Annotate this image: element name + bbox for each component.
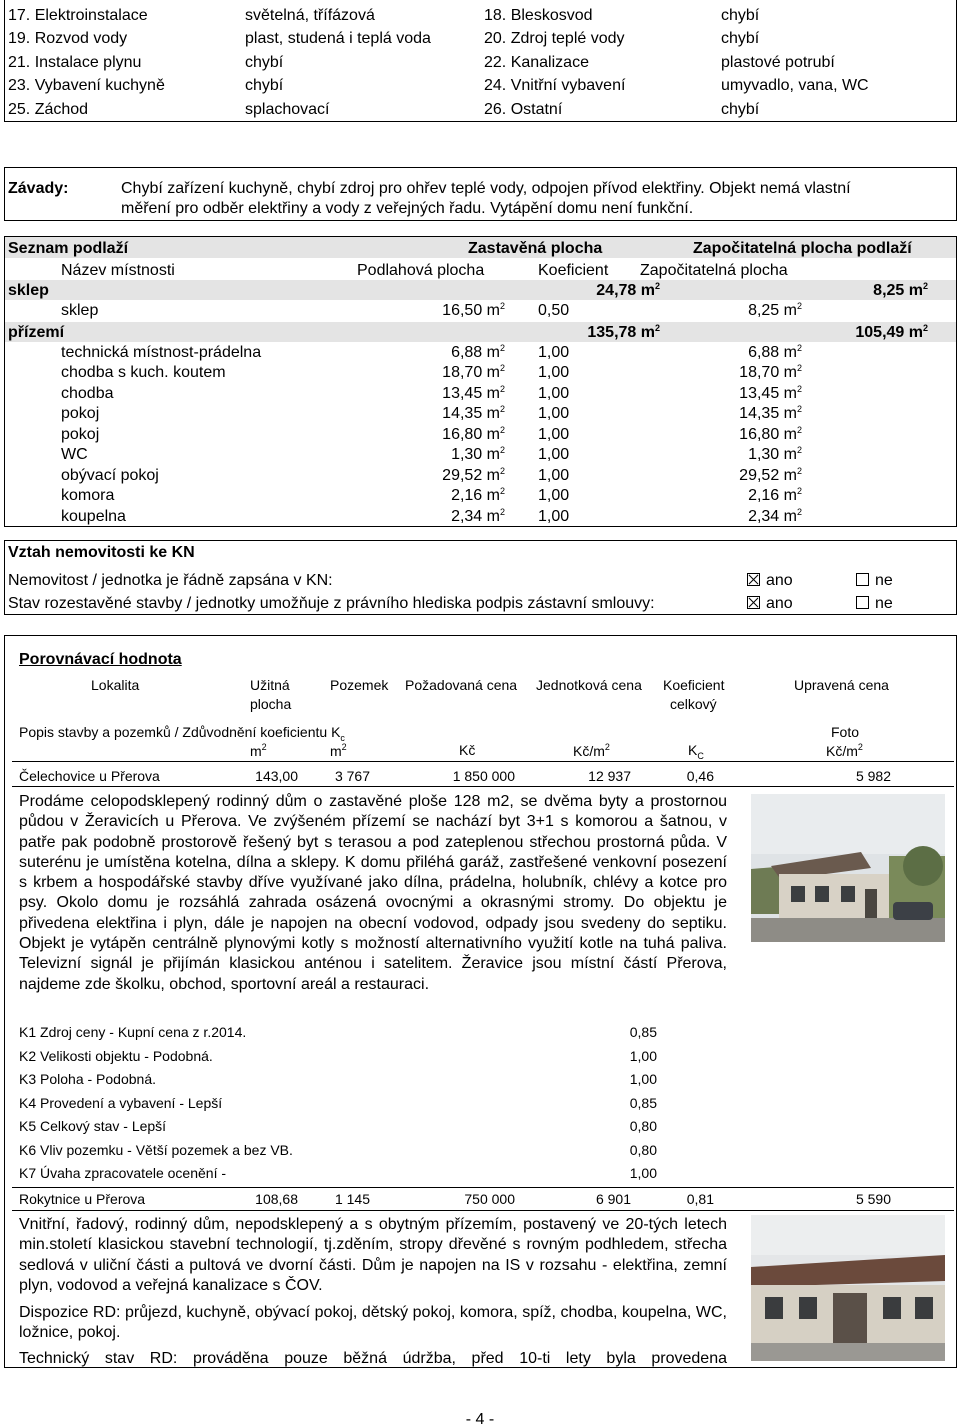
room-floor-area	[400, 384, 505, 403]
room-floor-area	[400, 301, 505, 320]
coefficient-value: 1,00	[629, 1165, 657, 1181]
room-name: pokoj	[61, 425, 100, 443]
equipment-right-label: 26. Ostatní	[484, 100, 563, 118]
floors-sub-counted: Započitatelná plocha	[640, 262, 788, 279]
equipment-left-value: plast, studená i teplá voda	[245, 30, 431, 48]
q2-yes-checkbox[interactable]	[747, 596, 760, 609]
room-floor-area	[400, 404, 505, 423]
room-name: WC	[61, 446, 88, 463]
house-photo-1-image	[751, 794, 945, 942]
room-counted-area	[690, 301, 802, 320]
coefficient-label: K1 Zdroj ceny - Kupní cena z r.2014.	[19, 1024, 247, 1040]
unit-adjusted	[826, 742, 863, 760]
entry-2-coef: 0,81	[686, 1191, 714, 1207]
equipment-right-value: chybí	[721, 30, 760, 48]
entry-1-photo	[751, 794, 945, 942]
q2-no-label: ne	[875, 595, 893, 612]
floor-section-countable-value-text: 105,49 m	[855, 323, 923, 341]
hdr-coef-1: Koeficient	[663, 677, 725, 693]
unit-usable	[250, 742, 267, 760]
coefficient-label: K3 Poloha - Podobná.	[19, 1071, 156, 1087]
hdr-usable-1: Užitná	[250, 677, 290, 693]
comparison-title: Porovnávací hodnota	[19, 651, 182, 668]
room-name: sklep	[61, 302, 99, 319]
room-counted-area-value-text: 29,52 m	[739, 466, 797, 484]
room-counted-area-value-exp: 2	[796, 404, 802, 414]
room-floor-area-value-text: 2,34 m	[451, 507, 500, 525]
relation-title: Vztah nemovitosti ke KN	[8, 544, 195, 561]
floor-section-built-value-text: 135,78 m	[587, 323, 655, 341]
defects-line-2: měření pro odběr elektřiny a vody z veřejných řadu. Vytápění domu není funkční.	[121, 200, 694, 217]
equipment-right-label: 22. Kanalizace	[484, 53, 589, 71]
entry-2-unit-price: 6 901	[595, 1191, 631, 1207]
room-counted-area	[690, 363, 802, 382]
floor-section-name: přízemí	[8, 323, 65, 341]
room-counted-area	[690, 384, 802, 403]
page-number: - 4 -	[465, 1411, 495, 1426]
room-coef: 1,00	[538, 446, 570, 463]
room-floor-area-value-text: 2,16 m	[451, 487, 500, 504]
coefficient-label: K2 Velikosti objektu - Podobná.	[19, 1047, 213, 1064]
coefficient-value: 1,00	[629, 1071, 657, 1087]
q1-yes-label: ano	[766, 572, 793, 589]
room-floor-area	[400, 343, 505, 362]
hdr-description-sub: c	[340, 732, 345, 743]
room-floor-area	[400, 486, 505, 505]
room-name: technická místnost-prádelna	[61, 343, 262, 361]
comparison-entry-2-rule	[12, 1210, 954, 1211]
entry-1-unit-price: 12 937	[588, 768, 631, 784]
q2-yes-label: ano	[766, 595, 793, 612]
hdr-locality: Lokalita	[91, 677, 140, 693]
q2-no-option[interactable]	[856, 594, 893, 613]
equipment-right-label: 24. Vnitřní vybavení	[484, 77, 626, 95]
equipment-left-label: 21. Instalace plynu	[8, 53, 142, 71]
room-name: obývací pokoj	[61, 466, 159, 484]
unit-adjusted-text: Kč/m	[826, 743, 858, 759]
comparison-entry-1-rule	[12, 786, 954, 787]
entry-2-description-3: Technický stav RD: prováděna pouze běžná údržba, před 10-ti lety byla provedena	[19, 1350, 727, 1367]
q1-no-label: ne	[875, 572, 893, 589]
floor-section-built-value-text: 24,78 m	[596, 282, 655, 299]
room-floor-area-value-exp: 2	[499, 404, 505, 414]
q2-yes-option[interactable]	[747, 594, 793, 613]
room-name: chodba s kuch. koutem	[61, 364, 226, 381]
entry-1-price: 1 850 000	[452, 768, 515, 784]
coefficient-label: K4 Provedení a vybavení - Lepší	[19, 1094, 223, 1111]
room-coef: 1,00	[538, 405, 570, 422]
hdr-price: Požadovaná cena	[405, 677, 518, 693]
entry-2-adjusted: 5 590	[855, 1191, 891, 1207]
floor-section-built	[520, 281, 660, 300]
room-coef: 1,00	[538, 343, 570, 361]
defects-label: Závady:	[8, 180, 69, 197]
floors-sub-name: Název místnosti	[61, 262, 175, 279]
room-floor-area-value-exp: 2	[499, 506, 505, 517]
floors-header-list: Seznam podlaží	[8, 240, 129, 257]
unit-coef-sub: C	[697, 750, 704, 761]
equipment-right-value: chybí	[721, 7, 760, 24]
hdr-coef-2: celkový	[670, 696, 717, 712]
entry-2-usable: 108,68	[255, 1191, 298, 1207]
equipment-right-value: umyvadlo, vana, WC	[721, 77, 869, 95]
floor-section-built-value-exp: 2	[654, 281, 660, 291]
hdr-land: Pozemek	[330, 677, 389, 693]
room-name: koupelna	[61, 507, 126, 525]
room-floor-area-value-text: 6,88 m	[451, 343, 500, 361]
room-counted-area-value-exp: 2	[796, 342, 802, 353]
room-name: komora	[61, 487, 115, 504]
comparison-entry-2-rule-top	[12, 1187, 954, 1188]
equipment-right-label: 20. Zdroj teplé vody	[484, 30, 625, 48]
floor-section-name: sklep	[8, 282, 49, 299]
unit-unit-price-text: Kč/m	[573, 743, 605, 759]
equipment-right-label: 18. Bleskosvod	[484, 7, 593, 24]
entry-1-land: 3 767	[334, 768, 370, 784]
equipment-left-value: chybí	[245, 53, 284, 71]
equipment-left-value: světelná, třífázová	[245, 7, 375, 24]
room-floor-area-value-exp: 2	[499, 445, 505, 455]
room-counted-area	[690, 445, 802, 464]
entry-2-description-1: Vnitřní, řadový, rodinný dům, nepodsklepený a s obytným přízemím, postavený ve 20-tých letech min.století klasickou stavební technologií, tj.zděním, stropy dřevěné s rovným podhledem, střecha sedlová v uliční části a pultová ve dvorní části. Dům je napojen na IS v rozsahu - elektřina, zemní plyn, vodovod a veřejná kanalizace s ČOV.	[19, 1216, 727, 1294]
equipment-left-label: 17. Elektroinstalace	[8, 7, 148, 24]
room-floor-area-value-text: 29,52 m	[442, 466, 500, 484]
floors-header-countable: Započitatelná plocha podlaží	[693, 240, 912, 257]
q1-no-option[interactable]	[856, 571, 893, 590]
room-name: pokoj	[61, 405, 100, 422]
room-counted-area-value-text: 6,88 m	[748, 343, 797, 361]
floors-sub-coef: Koeficient	[538, 262, 609, 279]
room-counted-area-value-exp: 2	[796, 363, 802, 373]
floor-section-countable	[780, 323, 928, 342]
room-floor-area-value-exp: 2	[499, 342, 505, 353]
room-floor-area-value-exp: 2	[499, 424, 505, 435]
room-counted-area	[690, 507, 802, 526]
floor-section-countable-value-exp: 2	[922, 322, 928, 333]
entry-1-locality: Čelechovice u Přerova	[19, 768, 160, 784]
house-photo-2-image	[751, 1215, 945, 1361]
equipment-left-label: 23. Vybavení kuchyně	[8, 77, 165, 95]
entry-2-locality: Rokytnice u Přerova	[19, 1191, 146, 1207]
room-counted-area	[690, 486, 802, 505]
room-floor-area	[400, 363, 505, 382]
hdr-unit-price: Jednotková cena	[536, 677, 642, 693]
comparison-entry-1-rule-top	[12, 761, 954, 762]
room-name: chodba	[61, 384, 114, 402]
room-counted-area-value-text: 2,34 m	[748, 507, 797, 525]
coefficient-label: K5 Celkový stav - Lepší	[19, 1118, 167, 1134]
room-counted-area-value-text: 1,30 m	[748, 446, 797, 463]
room-counted-area-value-text: 8,25 m	[748, 302, 797, 319]
relation-q1: Nemovitost / jednotka je řádně zapsána v KN:	[8, 572, 333, 589]
unit-coef-text: K	[688, 742, 698, 758]
room-counted-area-value-exp: 2	[796, 301, 802, 311]
equipment-left-value: chybí	[245, 77, 284, 95]
equipment-right-value: chybí	[721, 100, 760, 118]
q1-yes-checkbox[interactable]	[747, 573, 760, 586]
room-counted-area-value-exp: 2	[796, 486, 802, 496]
equipment-left-label: 25. Záchod	[8, 100, 89, 118]
unit-unit-price	[573, 742, 610, 760]
room-floor-area-value-exp: 2	[499, 363, 505, 373]
room-coef: 1,00	[538, 466, 570, 484]
hdr-adjusted: Upravená cena	[794, 677, 889, 693]
room-counted-area-value-text: 18,70 m	[739, 364, 797, 381]
room-counted-area-value-text: 16,80 m	[739, 425, 797, 443]
unit-adjusted-exp: 2	[857, 742, 863, 752]
room-floor-area-value-text: 1,30 m	[451, 446, 500, 463]
coefficient-label: K6 Vliv pozemku - Větší pozemek a bez VB.	[19, 1141, 293, 1158]
floors-header-built: Zastavěná plocha	[468, 240, 603, 257]
room-counted-area	[690, 343, 802, 362]
coefficient-value: 0,85	[629, 1094, 657, 1111]
relation-q2: Stav rozestavěné stavby / jednotky umožňuje z právního hlediska podpis zástavní smlouvy:	[8, 595, 655, 612]
unit-coef	[688, 742, 704, 762]
unit-land	[330, 742, 347, 760]
equipment-left-label: 19. Rozvod vody	[8, 30, 128, 48]
room-counted-area-value-exp: 2	[796, 506, 802, 517]
entry-1-description: Prodáme celopodsklepený rodinný dům o zastavěné ploše 128 m2, se dvěma byty a prostornou půdou v Žeravicích u Přerova. Ve zvýšeném přízemí se nachází byt 3+1 s komorou a šatnou, v patře pak podobně prostorově řešený byt s terasou a pod zateplenou střechou prostorná půda. V suterénu je umístěna kotelna, dílna a sklepy. K domu přiléhá garáž, zastřešené venkovní posezení s krbem a hospodářské stavby dříve využívané jako dílna, prádelna, holubník, chlévy a kotce pro psy. Okolo domu je rozsáhlá zahrada osázená ovocnými a okrasnými stromy. Do objektu je přivedena elektřina i plyn, dále je napojen na obecní vodovod, odpady jsou svedeny do septiku. Objekt je vytápěn centrálně plynovými kotly s možností alternativního využití kotle na tuhá paliva. Televizní signál je přijímán klasickou anténou i satelitem. Žeravice jsou místní částí Přerova, najdeme zde školku, obchod, sportovní areál a restauraci.	[19, 793, 727, 993]
equipment-left-value: splachovací	[245, 100, 330, 118]
room-floor-area	[400, 507, 505, 526]
room-floor-area-value-text: 14,35 m	[442, 405, 500, 422]
equipment-right-value: plastové potrubí	[721, 53, 835, 71]
coefficient-value: 0,80	[629, 1118, 657, 1134]
unit-land-text: m	[330, 743, 342, 759]
entry-1-adjusted: 5 982	[855, 768, 891, 784]
room-floor-area-value-text: 13,45 m	[442, 384, 500, 402]
unit-usable-text: m	[250, 743, 262, 759]
room-floor-area-value-text: 18,70 m	[442, 364, 500, 381]
room-counted-area-value-text: 13,45 m	[739, 384, 797, 402]
floors-sub-floor-area: Podlahová plocha	[357, 262, 485, 279]
room-coef: 1,00	[538, 487, 570, 504]
coefficient-value: 0,80	[629, 1141, 657, 1158]
room-counted-area	[690, 466, 802, 485]
room-counted-area-value-text: 2,16 m	[748, 487, 797, 504]
floor-section-countable-value-text: 8,25 m	[873, 282, 923, 299]
room-floor-area-value-exp: 2	[499, 383, 505, 394]
room-coef: 0,50	[538, 302, 570, 319]
entry-2-photo	[751, 1215, 945, 1361]
floor-section-countable	[780, 281, 928, 300]
floor-section-built-value-exp: 2	[654, 322, 660, 333]
room-coef: 1,00	[538, 384, 570, 402]
floor-section-built	[520, 323, 660, 342]
hdr-usable-2: plocha	[250, 696, 292, 712]
room-floor-area-value-exp: 2	[499, 465, 505, 476]
defects-line-1: Chybí zařízení kuchyně, chybí zdroj pro ohřev teplé vody, odpojen přívod elektřiny. Objekt nemá vlastní	[121, 180, 851, 197]
q2-no-checkbox[interactable]	[856, 596, 869, 609]
room-counted-area-value-exp: 2	[796, 445, 802, 455]
room-coef: 1,00	[538, 364, 570, 381]
entry-1-usable: 143,00	[255, 768, 298, 784]
unit-usable-exp: 2	[261, 742, 267, 752]
room-floor-area	[400, 466, 505, 485]
room-coef: 1,00	[538, 507, 570, 525]
hdr-description-text: Popis stavby a pozemků / Zdůvodnění koeficientu K	[19, 724, 341, 740]
hdr-photo: Foto	[831, 724, 860, 740]
coefficient-value: 0,85	[629, 1024, 657, 1040]
q1-yes-option[interactable]	[747, 571, 793, 590]
room-floor-area-value-exp: 2	[499, 486, 505, 496]
coefficient-label: K7 Úvaha zpracovatele ocenění -	[19, 1165, 227, 1181]
room-floor-area-value-exp: 2	[499, 301, 505, 311]
room-coef: 1,00	[538, 425, 570, 443]
room-counted-area	[690, 404, 802, 423]
room-counted-area-value-exp: 2	[796, 465, 802, 476]
entry-1-coef: 0,46	[686, 768, 714, 784]
unit-land-exp: 2	[341, 742, 347, 752]
unit-price: Kč	[459, 742, 476, 758]
floor-section-countable-value-exp: 2	[922, 281, 928, 291]
room-floor-area	[400, 445, 505, 464]
entry-2-land: 1 145	[334, 1191, 370, 1207]
room-floor-area	[400, 425, 505, 444]
entry-2-price: 750 000	[464, 1191, 515, 1207]
room-counted-area-value-exp: 2	[796, 383, 802, 394]
hdr-description	[19, 724, 345, 744]
q1-no-checkbox[interactable]	[856, 573, 869, 586]
coefficient-value: 1,00	[629, 1047, 657, 1064]
room-counted-area-value-text: 14,35 m	[739, 405, 797, 422]
unit-unit-price-exp: 2	[604, 742, 610, 752]
room-counted-area	[690, 425, 802, 444]
room-floor-area-value-text: 16,80 m	[442, 425, 500, 443]
entry-2-description-2: Dispozice RD: průjezd, kuchyně, obývací pokoj, dětský pokoj, komora, spíž, chodba, koupelna, WC, ložnice, pokoj.	[19, 1304, 727, 1342]
room-floor-area-value-text: 16,50 m	[442, 302, 500, 319]
room-counted-area-value-exp: 2	[796, 424, 802, 435]
